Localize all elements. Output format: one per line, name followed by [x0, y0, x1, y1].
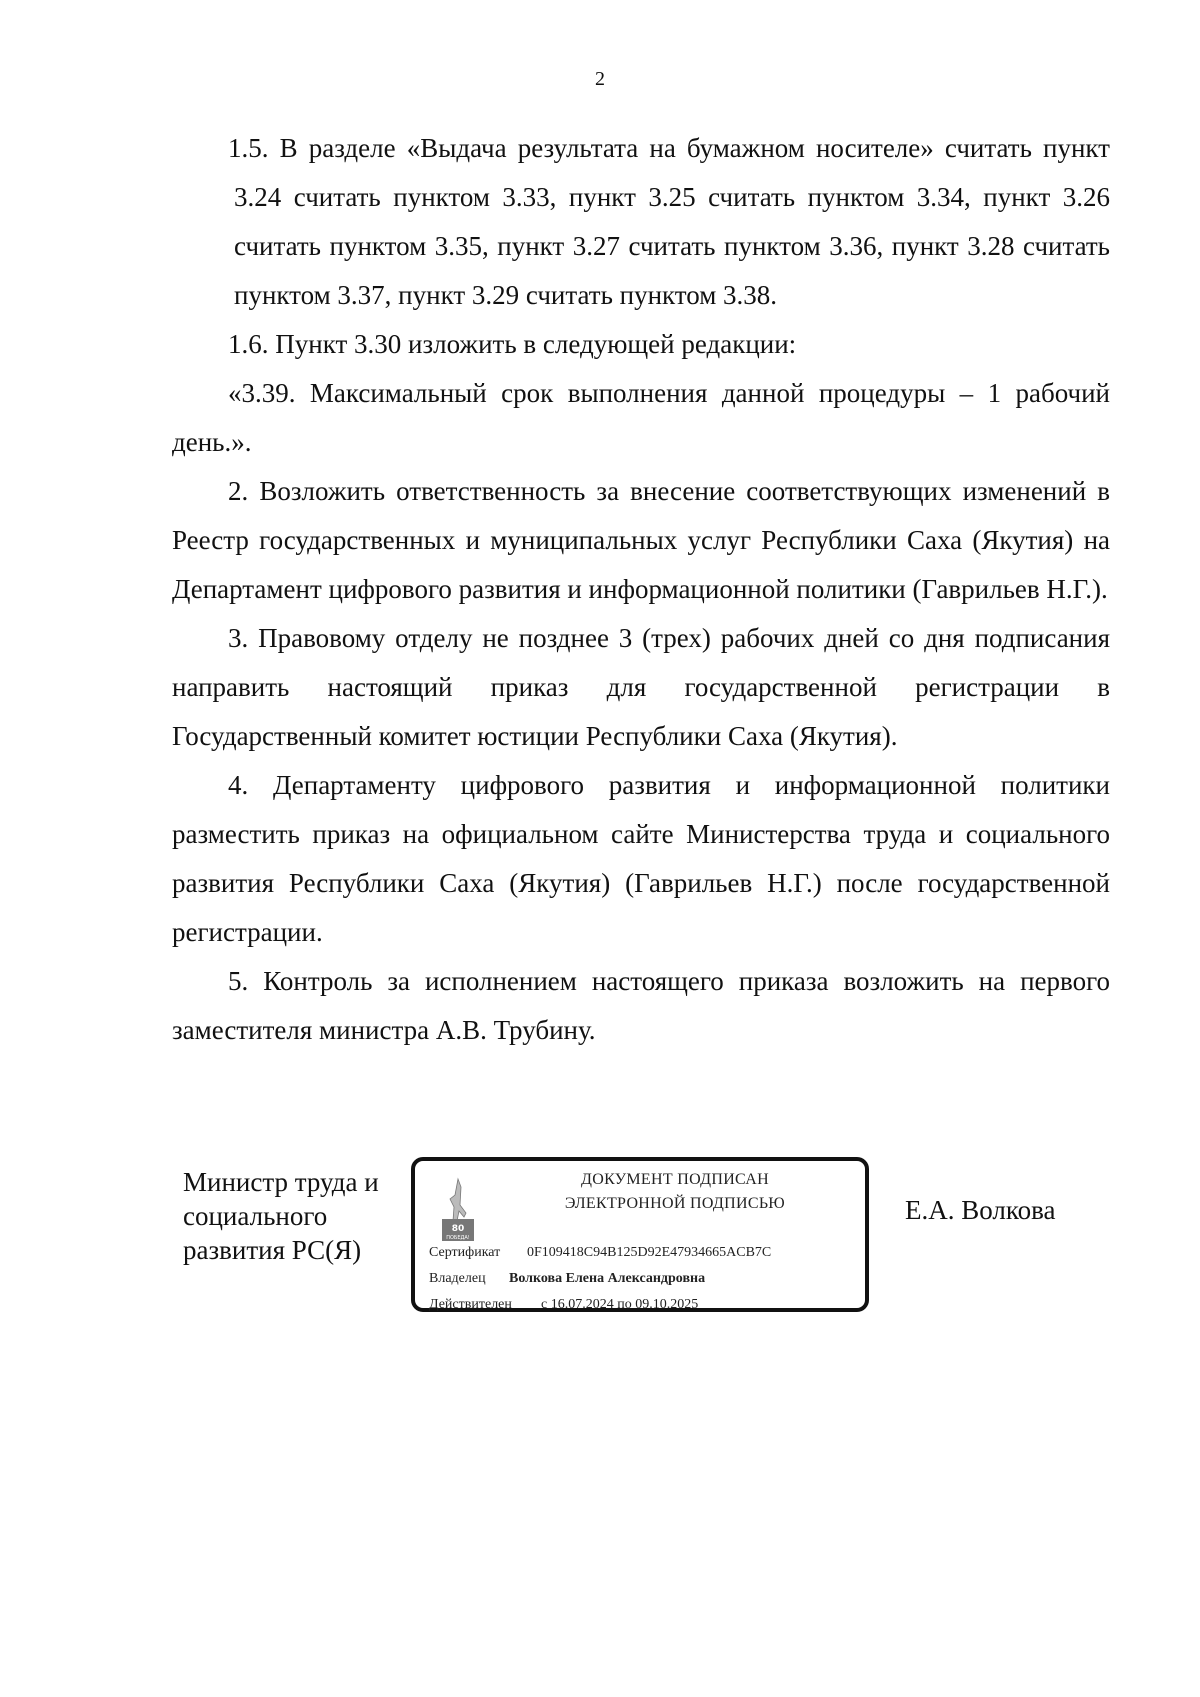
svg-text:80: 80 [451, 1224, 465, 1234]
certificate-value: 0F109418C94B125D92E47934665ACB7C [527, 1245, 772, 1260]
validity-value: с 16.07.2024 по 09.10.2025 [541, 1297, 699, 1312]
owner-value: Волкова Елена Александровна [509, 1271, 706, 1286]
svg-text:ПОБЕДА!: ПОБЕДА! [446, 1235, 470, 1241]
certificate-row [429, 1245, 771, 1261]
paragraph-2: 2. Возложить ответственность за внесение соответствующих изменений в Реестр государственных и муниципальных услуг Республики Саха (Якутия) на Департамент цифрового развития и информационной политики (Гаврильев Н.Г.). [172, 476, 1110, 604]
page-number: 2 [595, 68, 605, 90]
signer-name: Е.А. Волкова [905, 1195, 1056, 1225]
owner-row [429, 1271, 705, 1287]
validity-label: Действителен [429, 1297, 512, 1312]
victory-emblem-icon [439, 1177, 477, 1243]
paragraph-1-6: 1.6. Пункт 3.30 изложить в следующей редакции: [228, 329, 797, 359]
paragraph-5: 5. Контроль за исполнением настоящего приказа возложить на первого заместителя министра А.В. Трубину. [172, 966, 1110, 1045]
owner-label: Владелец [429, 1271, 486, 1286]
validity-row [429, 1297, 698, 1313]
certificate-label: Сертификат [429, 1245, 501, 1260]
paragraph-4: 4. Департаменту цифрового развития и информационной политики разместить приказ на официальном сайте Министерства труда и социального развития Республики Саха (Якутия) (Гаврильев Н.Г.) после государственной регистрации. [172, 770, 1110, 947]
paragraph-3: 3. Правовому отделу не позднее 3 (трех) рабочих дней со дня подписания направить настоящий приказ для государственной регистрации в Государственный комитет юстиции Республики Саха (Якутия). [172, 623, 1110, 751]
electronic-signature-stamp [411, 1157, 869, 1312]
signer-title: Министр труда и социального развития РС(Я) [183, 1167, 379, 1265]
paragraph-1-5: 1.5. В разделе «Выдача результата на бумажном носителе» считать пункт 3.24 считать пунктом 3.33, пункт 3.25 считать пунктом 3.34, пункт 3.26 считать пунктом 3.35, пункт 3.27 считать пунктом 3.36, пункт 3.28 считать пунктом 3.37, пункт 3.29 считать пунктом 3.38. [228, 133, 1110, 310]
document-body [172, 124, 1110, 1055]
stamp-heading-line2: ЭЛЕКТРОННОЙ ПОДПИСЬЮ [564, 1195, 786, 1212]
paragraph-3-39-quote: «3.39. Максимальный срок выполнения данной процедуры – 1 рабочий день.». [172, 378, 1110, 457]
stamp-heading-line1: ДОКУМЕНТ ПОДПИСАН [581, 1171, 769, 1188]
